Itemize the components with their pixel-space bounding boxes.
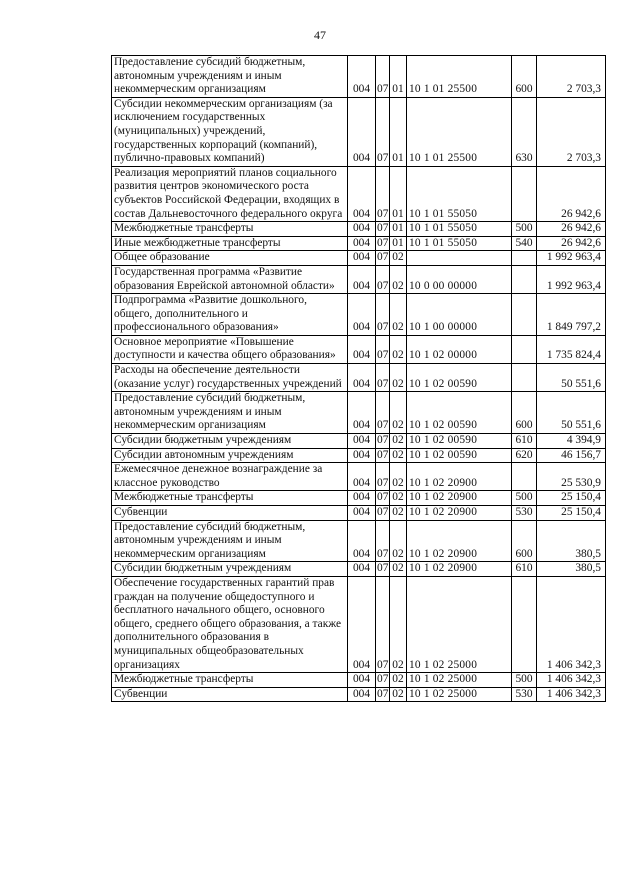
- row-subsection-code: 02: [390, 251, 407, 266]
- row-target-code: 10 1 01 25500: [407, 97, 512, 166]
- row-expense-kind-code: 600: [512, 520, 537, 562]
- row-name: Субсидии автономным учреждениям: [112, 448, 348, 463]
- table-row: [112, 364, 606, 392]
- row-section-code: 07: [376, 687, 390, 702]
- row-amount: 46 156,7: [537, 448, 606, 463]
- row-ministry-code: 004: [348, 520, 376, 562]
- row-amount: 50 551,6: [537, 364, 606, 392]
- row-target-code: 10 1 02 20900: [407, 463, 512, 491]
- table-row: [112, 491, 606, 506]
- row-ministry-code: 004: [348, 97, 376, 166]
- row-ministry-code: 004: [348, 251, 376, 266]
- row-subsection-code: 02: [390, 506, 407, 521]
- row-amount: 50 551,6: [537, 392, 606, 434]
- row-amount: 1 406 342,3: [537, 687, 606, 702]
- row-name: Государственная программа «Развитие образования Еврейской автономной области»: [112, 265, 348, 293]
- table-row: [112, 673, 606, 688]
- row-subsection-code: 02: [390, 364, 407, 392]
- row-name: Реализация мероприятий планов социального развития центров экономического роста субъектов Российской Федерации, входящих в состав Дальневосточного федерального округа: [112, 166, 348, 221]
- row-name: Общее образование: [112, 251, 348, 266]
- row-ministry-code: 004: [348, 392, 376, 434]
- row-name: Предоставление субсидий бюджетным, автономным учреждениям и иным некоммерческим организациям: [112, 392, 348, 434]
- row-subsection-code: 02: [390, 491, 407, 506]
- row-target-code: 10 1 02 25000: [407, 673, 512, 688]
- row-amount: 1 992 963,4: [537, 265, 606, 293]
- row-expense-kind-code: 530: [512, 687, 537, 702]
- row-section-code: 07: [376, 491, 390, 506]
- row-target-code: 10 1 02 20900: [407, 562, 512, 577]
- row-ministry-code: 004: [348, 56, 376, 98]
- row-section-code: 07: [376, 463, 390, 491]
- row-amount: 1 849 797,2: [537, 294, 606, 336]
- row-ministry-code: 004: [348, 236, 376, 251]
- row-expense-kind-code: [512, 335, 537, 363]
- row-name: Субвенции: [112, 687, 348, 702]
- row-ministry-code: 004: [348, 448, 376, 463]
- row-expense-kind-code: 610: [512, 562, 537, 577]
- row-target-code: [407, 251, 512, 266]
- row-name: Обеспечение государственных гарантий прав граждан на получение общедоступного и бесплатного начального общего, основного общего, среднего общего образования, а также дополнительного образования в муниципальных общеобразовательных организациях: [112, 576, 348, 672]
- row-subsection-code: 02: [390, 294, 407, 336]
- row-ministry-code: 004: [348, 434, 376, 449]
- row-target-code: 10 1 02 20900: [407, 520, 512, 562]
- row-target-code: 10 0 00 00000: [407, 265, 512, 293]
- row-subsection-code: 02: [390, 448, 407, 463]
- row-section-code: 07: [376, 265, 390, 293]
- row-ministry-code: 004: [348, 463, 376, 491]
- row-section-code: 07: [376, 222, 390, 237]
- row-expense-kind-code: 540: [512, 236, 537, 251]
- row-subsection-code: 02: [390, 265, 407, 293]
- table-row: [112, 166, 606, 221]
- row-target-code: 10 1 02 00590: [407, 448, 512, 463]
- row-expense-kind-code: [512, 265, 537, 293]
- row-subsection-code: 01: [390, 166, 407, 221]
- row-expense-kind-code: [512, 294, 537, 336]
- row-subsection-code: 01: [390, 222, 407, 237]
- row-subsection-code: 01: [390, 236, 407, 251]
- row-ministry-code: 004: [348, 562, 376, 577]
- row-expense-kind-code: 620: [512, 448, 537, 463]
- table-row: [112, 506, 606, 521]
- table-row: [112, 335, 606, 363]
- row-target-code: 10 1 02 00590: [407, 434, 512, 449]
- row-amount: 25 150,4: [537, 506, 606, 521]
- row-amount: 25 150,4: [537, 491, 606, 506]
- row-ministry-code: 004: [348, 364, 376, 392]
- row-expense-kind-code: [512, 364, 537, 392]
- table-row: [112, 222, 606, 237]
- row-expense-kind-code: 500: [512, 491, 537, 506]
- row-section-code: 07: [376, 166, 390, 221]
- table-row: [112, 392, 606, 434]
- row-section-code: 07: [376, 673, 390, 688]
- row-subsection-code: 02: [390, 520, 407, 562]
- row-name: Межбюджетные трансферты: [112, 491, 348, 506]
- table-row: [112, 463, 606, 491]
- row-section-code: 07: [376, 576, 390, 672]
- row-target-code: 10 1 02 00590: [407, 392, 512, 434]
- row-amount: 2 703,3: [537, 97, 606, 166]
- row-section-code: 07: [376, 56, 390, 98]
- table-row: [112, 448, 606, 463]
- row-expense-kind-code: 530: [512, 506, 537, 521]
- table-row: [112, 687, 606, 702]
- row-section-code: 07: [376, 97, 390, 166]
- row-amount: 26 942,6: [537, 166, 606, 221]
- row-amount: 380,5: [537, 562, 606, 577]
- row-section-code: 07: [376, 364, 390, 392]
- row-name: Подпрограмма «Развитие дошкольного, общего, дополнительного и профессионального образования»: [112, 294, 348, 336]
- row-amount: 1 735 824,4: [537, 335, 606, 363]
- row-ministry-code: 004: [348, 294, 376, 336]
- table-row: [112, 56, 606, 98]
- row-expense-kind-code: [512, 251, 537, 266]
- row-name: Расходы на обеспечение деятельности (оказание услуг) государственных учреждений: [112, 364, 348, 392]
- row-amount: 26 942,6: [537, 236, 606, 251]
- row-expense-kind-code: [512, 463, 537, 491]
- row-expense-kind-code: 500: [512, 673, 537, 688]
- budget-table-body: [112, 56, 606, 702]
- row-ministry-code: 004: [348, 222, 376, 237]
- row-name: Субвенции: [112, 506, 348, 521]
- row-expense-kind-code: 600: [512, 392, 537, 434]
- row-section-code: 07: [376, 520, 390, 562]
- row-section-code: 07: [376, 251, 390, 266]
- row-target-code: 10 1 01 55050: [407, 166, 512, 221]
- row-target-code: 10 1 02 20900: [407, 491, 512, 506]
- row-ministry-code: 004: [348, 576, 376, 672]
- row-expense-kind-code: 500: [512, 222, 537, 237]
- row-ministry-code: 004: [348, 166, 376, 221]
- row-name: Межбюджетные трансферты: [112, 673, 348, 688]
- row-section-code: 07: [376, 448, 390, 463]
- row-subsection-code: 02: [390, 562, 407, 577]
- row-subsection-code: 02: [390, 687, 407, 702]
- row-amount: 1 992 963,4: [537, 251, 606, 266]
- row-amount: 380,5: [537, 520, 606, 562]
- row-ministry-code: 004: [348, 265, 376, 293]
- row-expense-kind-code: [512, 166, 537, 221]
- table-row: [112, 576, 606, 672]
- row-name: Межбюджетные трансферты: [112, 222, 348, 237]
- row-name: Основное мероприятие «Повышение доступности и качества общего образования»: [112, 335, 348, 363]
- row-ministry-code: 004: [348, 491, 376, 506]
- row-name: Предоставление субсидий бюджетным, автономным учреждениям и иным некоммерческим организациям: [112, 520, 348, 562]
- row-section-code: 07: [376, 335, 390, 363]
- row-name: Предоставление субсидий бюджетным, автономным учреждениям и иным некоммерческим организациям: [112, 56, 348, 98]
- row-section-code: 07: [376, 294, 390, 336]
- row-section-code: 07: [376, 236, 390, 251]
- row-subsection-code: 01: [390, 56, 407, 98]
- row-amount: 25 530,9: [537, 463, 606, 491]
- row-subsection-code: 01: [390, 97, 407, 166]
- row-target-code: 10 1 00 00000: [407, 294, 512, 336]
- row-target-code: 10 1 02 25000: [407, 576, 512, 672]
- row-name: Ежемесячное денежное вознаграждение за классное руководство: [112, 463, 348, 491]
- row-expense-kind-code: 630: [512, 97, 537, 166]
- row-ministry-code: 004: [348, 335, 376, 363]
- table-row: [112, 562, 606, 577]
- row-name: Иные межбюджетные трансферты: [112, 236, 348, 251]
- row-ministry-code: 004: [348, 506, 376, 521]
- row-target-code: 10 1 02 00000: [407, 335, 512, 363]
- row-amount: 1 406 342,3: [537, 576, 606, 672]
- row-ministry-code: 004: [348, 673, 376, 688]
- row-expense-kind-code: [512, 576, 537, 672]
- row-subsection-code: 02: [390, 434, 407, 449]
- budget-table: [111, 55, 606, 702]
- row-target-code: 10 1 01 55050: [407, 222, 512, 237]
- row-subsection-code: 02: [390, 335, 407, 363]
- row-subsection-code: 02: [390, 392, 407, 434]
- row-name: Субсидии бюджетным учреждениям: [112, 434, 348, 449]
- row-expense-kind-code: 610: [512, 434, 537, 449]
- table-row: [112, 520, 606, 562]
- row-expense-kind-code: 600: [512, 56, 537, 98]
- table-row: [112, 97, 606, 166]
- row-subsection-code: 02: [390, 463, 407, 491]
- table-row: [112, 236, 606, 251]
- row-subsection-code: 02: [390, 673, 407, 688]
- row-subsection-code: 02: [390, 576, 407, 672]
- row-target-code: 10 1 01 25500: [407, 56, 512, 98]
- table-row: [112, 251, 606, 266]
- row-target-code: 10 1 02 00590: [407, 364, 512, 392]
- row-section-code: 07: [376, 506, 390, 521]
- row-target-code: 10 1 02 25000: [407, 687, 512, 702]
- row-name: Субсидии бюджетным учреждениям: [112, 562, 348, 577]
- table-row: [112, 434, 606, 449]
- row-target-code: 10 1 01 55050: [407, 236, 512, 251]
- row-amount: 2 703,3: [537, 56, 606, 98]
- row-amount: 26 942,6: [537, 222, 606, 237]
- row-target-code: 10 1 02 20900: [407, 506, 512, 521]
- row-section-code: 07: [376, 434, 390, 449]
- row-ministry-code: 004: [348, 687, 376, 702]
- row-section-code: 07: [376, 562, 390, 577]
- row-amount: 4 394,9: [537, 434, 606, 449]
- row-name: Субсидии некоммерческим организациям (за исключением государственных (муниципальных) учреждений, государственных корпораций (компаний), публично-правовых компаний): [112, 97, 348, 166]
- row-section-code: 07: [376, 392, 390, 434]
- row-amount: 1 406 342,3: [537, 673, 606, 688]
- table-row: [112, 294, 606, 336]
- table-row: [112, 265, 606, 293]
- page-number: 47: [314, 28, 326, 42]
